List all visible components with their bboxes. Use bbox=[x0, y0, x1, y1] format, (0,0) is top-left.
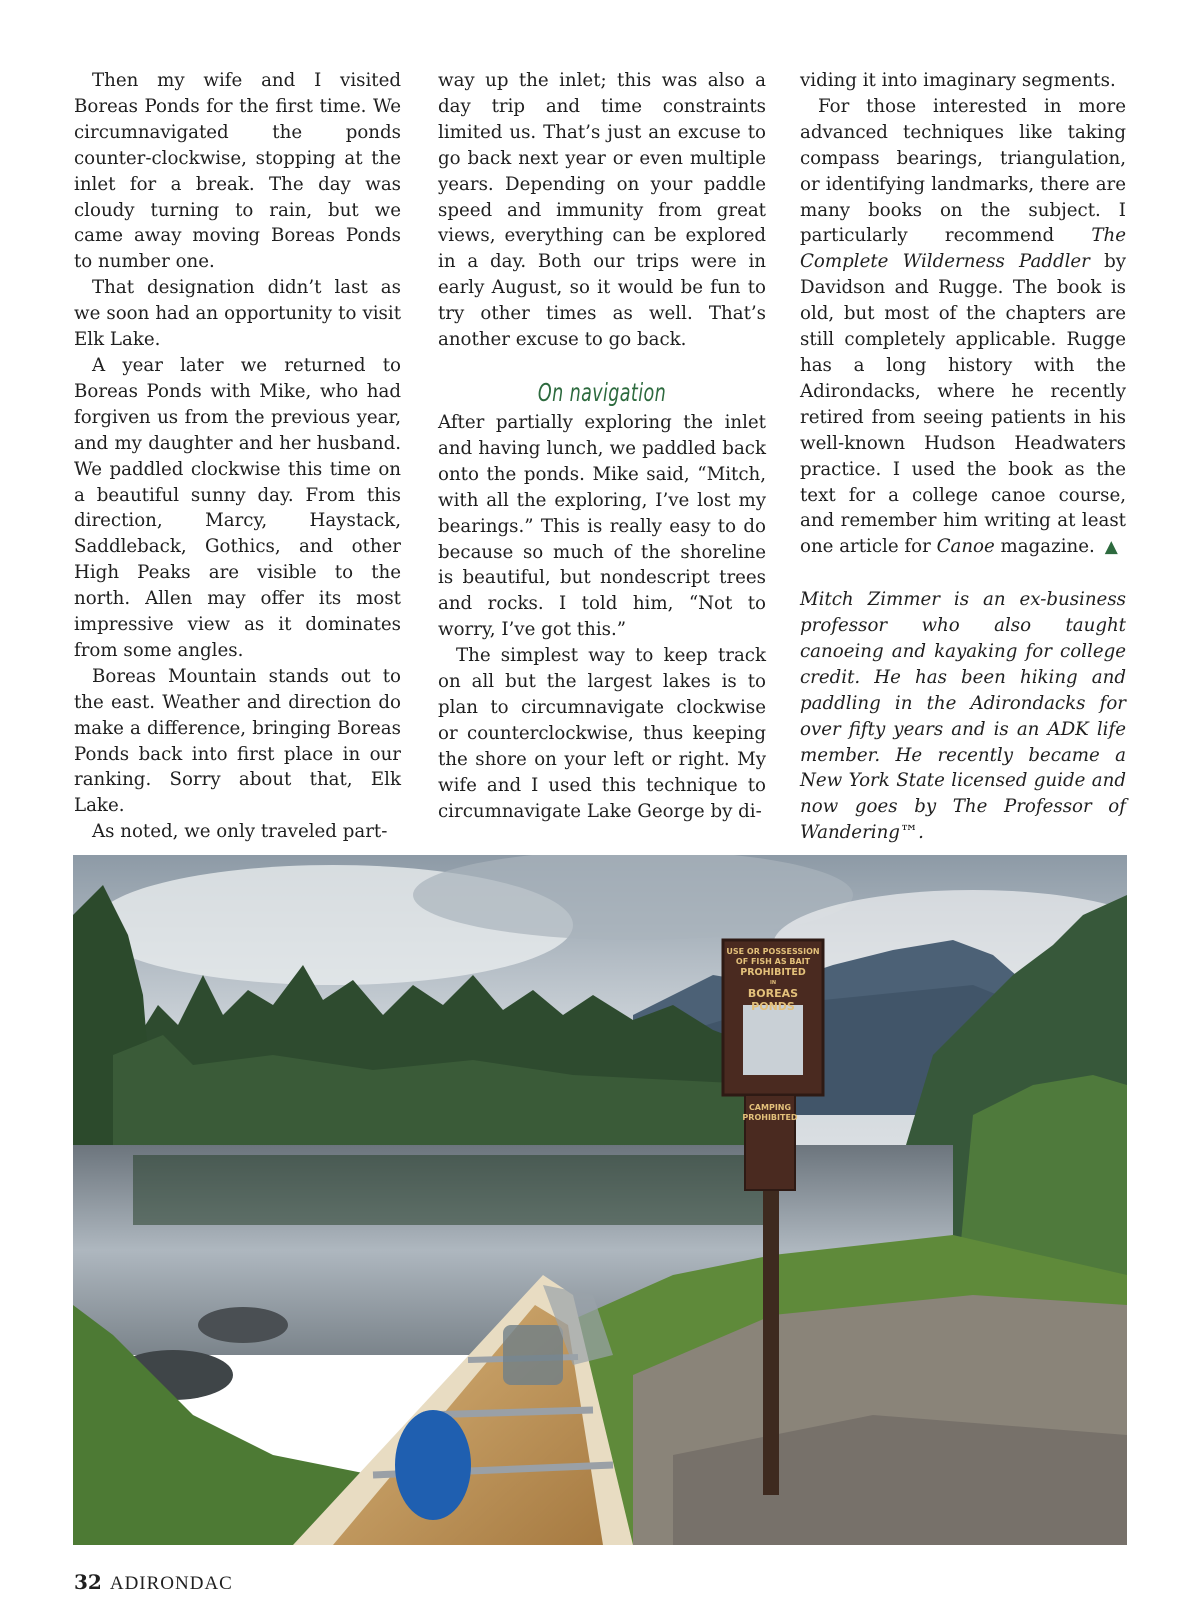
paragraph: As noted, we only traveled part- bbox=[92, 821, 388, 843]
article-column-3 bbox=[800, 68, 1126, 846]
sign-text: BOREAS bbox=[747, 987, 799, 1000]
paragraph: Boreas Mountain stands out to the east. Weather and direction do make a difference, bringing Boreas Ponds back into first place in our ranking. Sorry about that, Elk Lake. bbox=[74, 665, 401, 817]
paragraph-text: by Davidson and Rugge. The book is old, but most of the chapters are still completely applicable. Rugge has a long history with the Adirondacks, where he recently retired from seeing patients in his well-known Hudson Headwaters practice. I used the book as the text for a college canoe course, and remember him writing at least one article for bbox=[800, 251, 1127, 558]
paragraph: The simplest way to keep track on all but the largest lakes is to plan to circumnavigate clockwise or counterclockwise, thus keeping the shore on your left or right. My wife and I used this technique to circumnavigate Lake George by di- bbox=[438, 645, 766, 822]
article-column-2 bbox=[438, 68, 766, 824]
publication-name: ADIRONDAC bbox=[109, 1573, 233, 1594]
paragraph: A year later we returned to Boreas Ponds with Mike, who had forgiven us from the previous year, and my daughter and her husband. We paddled clockwise this time on a beautiful sunny day. From this direction, Marcy, Haystack, Saddleback, Gothics, and other High Peaks are visible to the north. Allen may offer its most impressive view as it dominates from some angles. bbox=[74, 354, 401, 661]
paragraph: After partially exploring the inlet and having lunch, we paddled back onto the ponds. Mike said, “Mitch, with all the exploring, I’ve lost my bearings.” This is really easy to do because so much of the shoreline is beautiful, but nondescript trees and rocks. I told him, “Not to worry, I’ve got this.” bbox=[438, 411, 766, 641]
magazine-title: Canoe bbox=[936, 536, 995, 558]
sign-text: IN bbox=[769, 980, 777, 986]
sign-text: PROHIBITED bbox=[740, 967, 806, 978]
paragraph-text: magazine. bbox=[994, 536, 1095, 558]
paragraph: way up the inlet; this was also a day trip and time constraints limited us. That’s just an excuse to go back next year or even multiple years. Depending on your paddle speed and immunity from great views, everything can be explored in a day. Both our trips were in early August, so it would be fun to try other times as well. That’s another excuse to go back. bbox=[438, 70, 766, 351]
paragraph: That designation didn’t last as we soon had an opportunity to visit Elk Lake. bbox=[74, 277, 401, 351]
page-folio bbox=[74, 1570, 233, 1596]
paragraph: viding it into imaginary segments. bbox=[800, 70, 1116, 91]
sign-text: CAMPING bbox=[748, 1103, 792, 1112]
sign-text: OF FISH AS BAIT bbox=[735, 957, 811, 966]
boreas-ponds-photo bbox=[73, 855, 1127, 1545]
sign-text: PROHIBITED bbox=[742, 1113, 798, 1122]
article-column-1 bbox=[74, 68, 401, 845]
sign-text: PONDS bbox=[751, 1000, 795, 1013]
section-subhead: On navigation bbox=[537, 377, 667, 407]
paragraph: Then my wife and I visited Boreas Ponds for the first time. We circumnavigated the ponds counter-clockwise, stopping at the inlet for a break. The day was cloudy turning to rain, but we came away moving Boreas Ponds to number one. bbox=[74, 70, 401, 273]
page-number: 32 bbox=[74, 1570, 102, 1594]
book-title: The Complete Wilderness Paddler bbox=[800, 225, 1126, 273]
author-bio: Mitch Zimmer is an ex-business professor who also taught canoeing and kayaking for college credit. He has been hiking and paddling in the Adirondacks for over fifty years and is an ADK life member. He recently became a New York State licensed guide and now goes by The Professor of Wandering™. bbox=[800, 589, 1126, 844]
paragraph bbox=[800, 94, 1126, 561]
paragraph-text: For those interested in more advanced techniques like taking compass bearings, triangulation, or identifying landmarks, there are many books on the subject. I particularly recommend bbox=[800, 95, 1126, 247]
end-mark-icon: ▲ bbox=[1104, 537, 1118, 558]
sign-text: USE OR POSSESSION bbox=[726, 947, 820, 956]
